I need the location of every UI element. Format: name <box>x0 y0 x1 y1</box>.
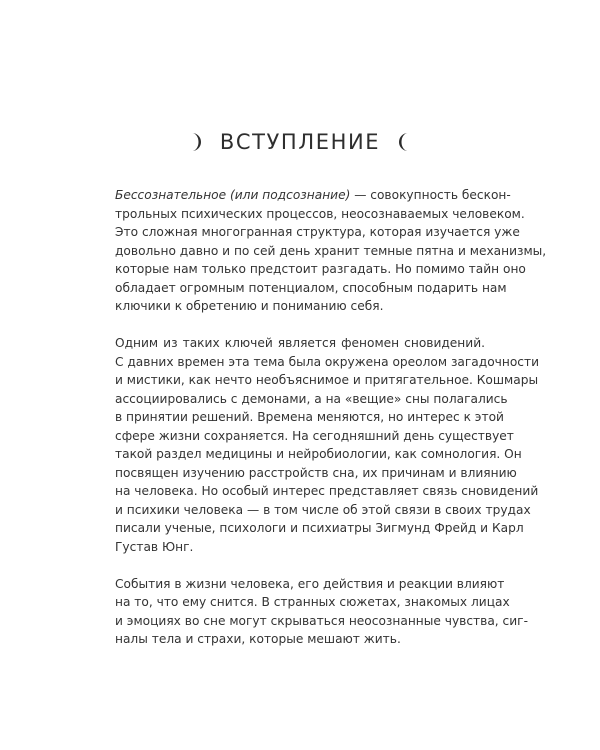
text-line: ассоциировались с демонами, а на «вещие» сны полагались <box>115 391 508 406</box>
text-line: ключики к обретению и пониманию себя. <box>115 299 384 313</box>
text-line: сфере жизни сохраняется. На сегодняшний день существует <box>115 428 514 443</box>
text-line: довольно давно и по сей день хранит темные пятна и механизмы, <box>115 243 547 258</box>
chapter-title: ВСТУПЛЕНИЕ <box>219 130 381 154</box>
paragraph-3 <box>115 575 528 649</box>
text-line: Это сложная многогранная структура, которая изучается уже <box>115 225 520 239</box>
text-line: Одним из таких ключей является феномен сновидений. <box>115 336 485 350</box>
text-line: посвящен изучению расстройств сна, их причинам и влиянию <box>115 465 517 480</box>
text-line <box>115 186 511 205</box>
text-line: События в жизни человека, его действия и реакции влияют <box>115 576 505 591</box>
text-line: на человека. Но особый интерес представляет связь сновидений <box>115 484 539 498</box>
crescent-moon-left-icon <box>394 130 416 154</box>
text-line: и мистики, как нечто необъяснимое и притягательное. Кошмары <box>115 373 539 387</box>
text-line: С давних времен эта тема была окружена ореолом загадочности <box>115 354 539 369</box>
text-line: налы тела и страхи, которые мешают жить. <box>115 632 401 646</box>
paragraph-2 <box>115 334 539 556</box>
chapter-heading <box>0 130 600 154</box>
text-line: Густав Юнг. <box>115 539 194 554</box>
text-line-content: — совокупность бескон- <box>350 188 511 202</box>
text-line: на то, что ему снится. В странных сюжетах, знакомых лицах <box>115 595 510 609</box>
text-line: такой раздел медицины и нейробиологии, как сомнология. Он <box>115 447 522 461</box>
crescent-moon-right-icon <box>184 130 206 154</box>
text-line: которые нам только предстоит разгадать. Но помимо тайн оно <box>115 262 526 276</box>
text-line: трольных психических процессов, неосознаваемых человеком. <box>115 206 525 221</box>
term-unconscious: Бессознательное (или подсознание) <box>115 188 351 202</box>
text-line: и психики человека — в том числе об этой связи в своих трудах <box>115 502 531 517</box>
text-line: и эмоциях во сне могут скрываться неосознанные чувства, сиг- <box>115 613 528 628</box>
text-line: обладает огромным потенциалом, способным подарить нам <box>115 280 507 295</box>
text-line: в принятии решений. Времена меняются, но интерес к этой <box>115 410 504 424</box>
text-line: писали ученые, психологи и психиатры Зигмунд Фрейд и Карл <box>115 521 524 535</box>
chapter-body <box>115 186 547 649</box>
paragraph-1 <box>115 186 547 316</box>
